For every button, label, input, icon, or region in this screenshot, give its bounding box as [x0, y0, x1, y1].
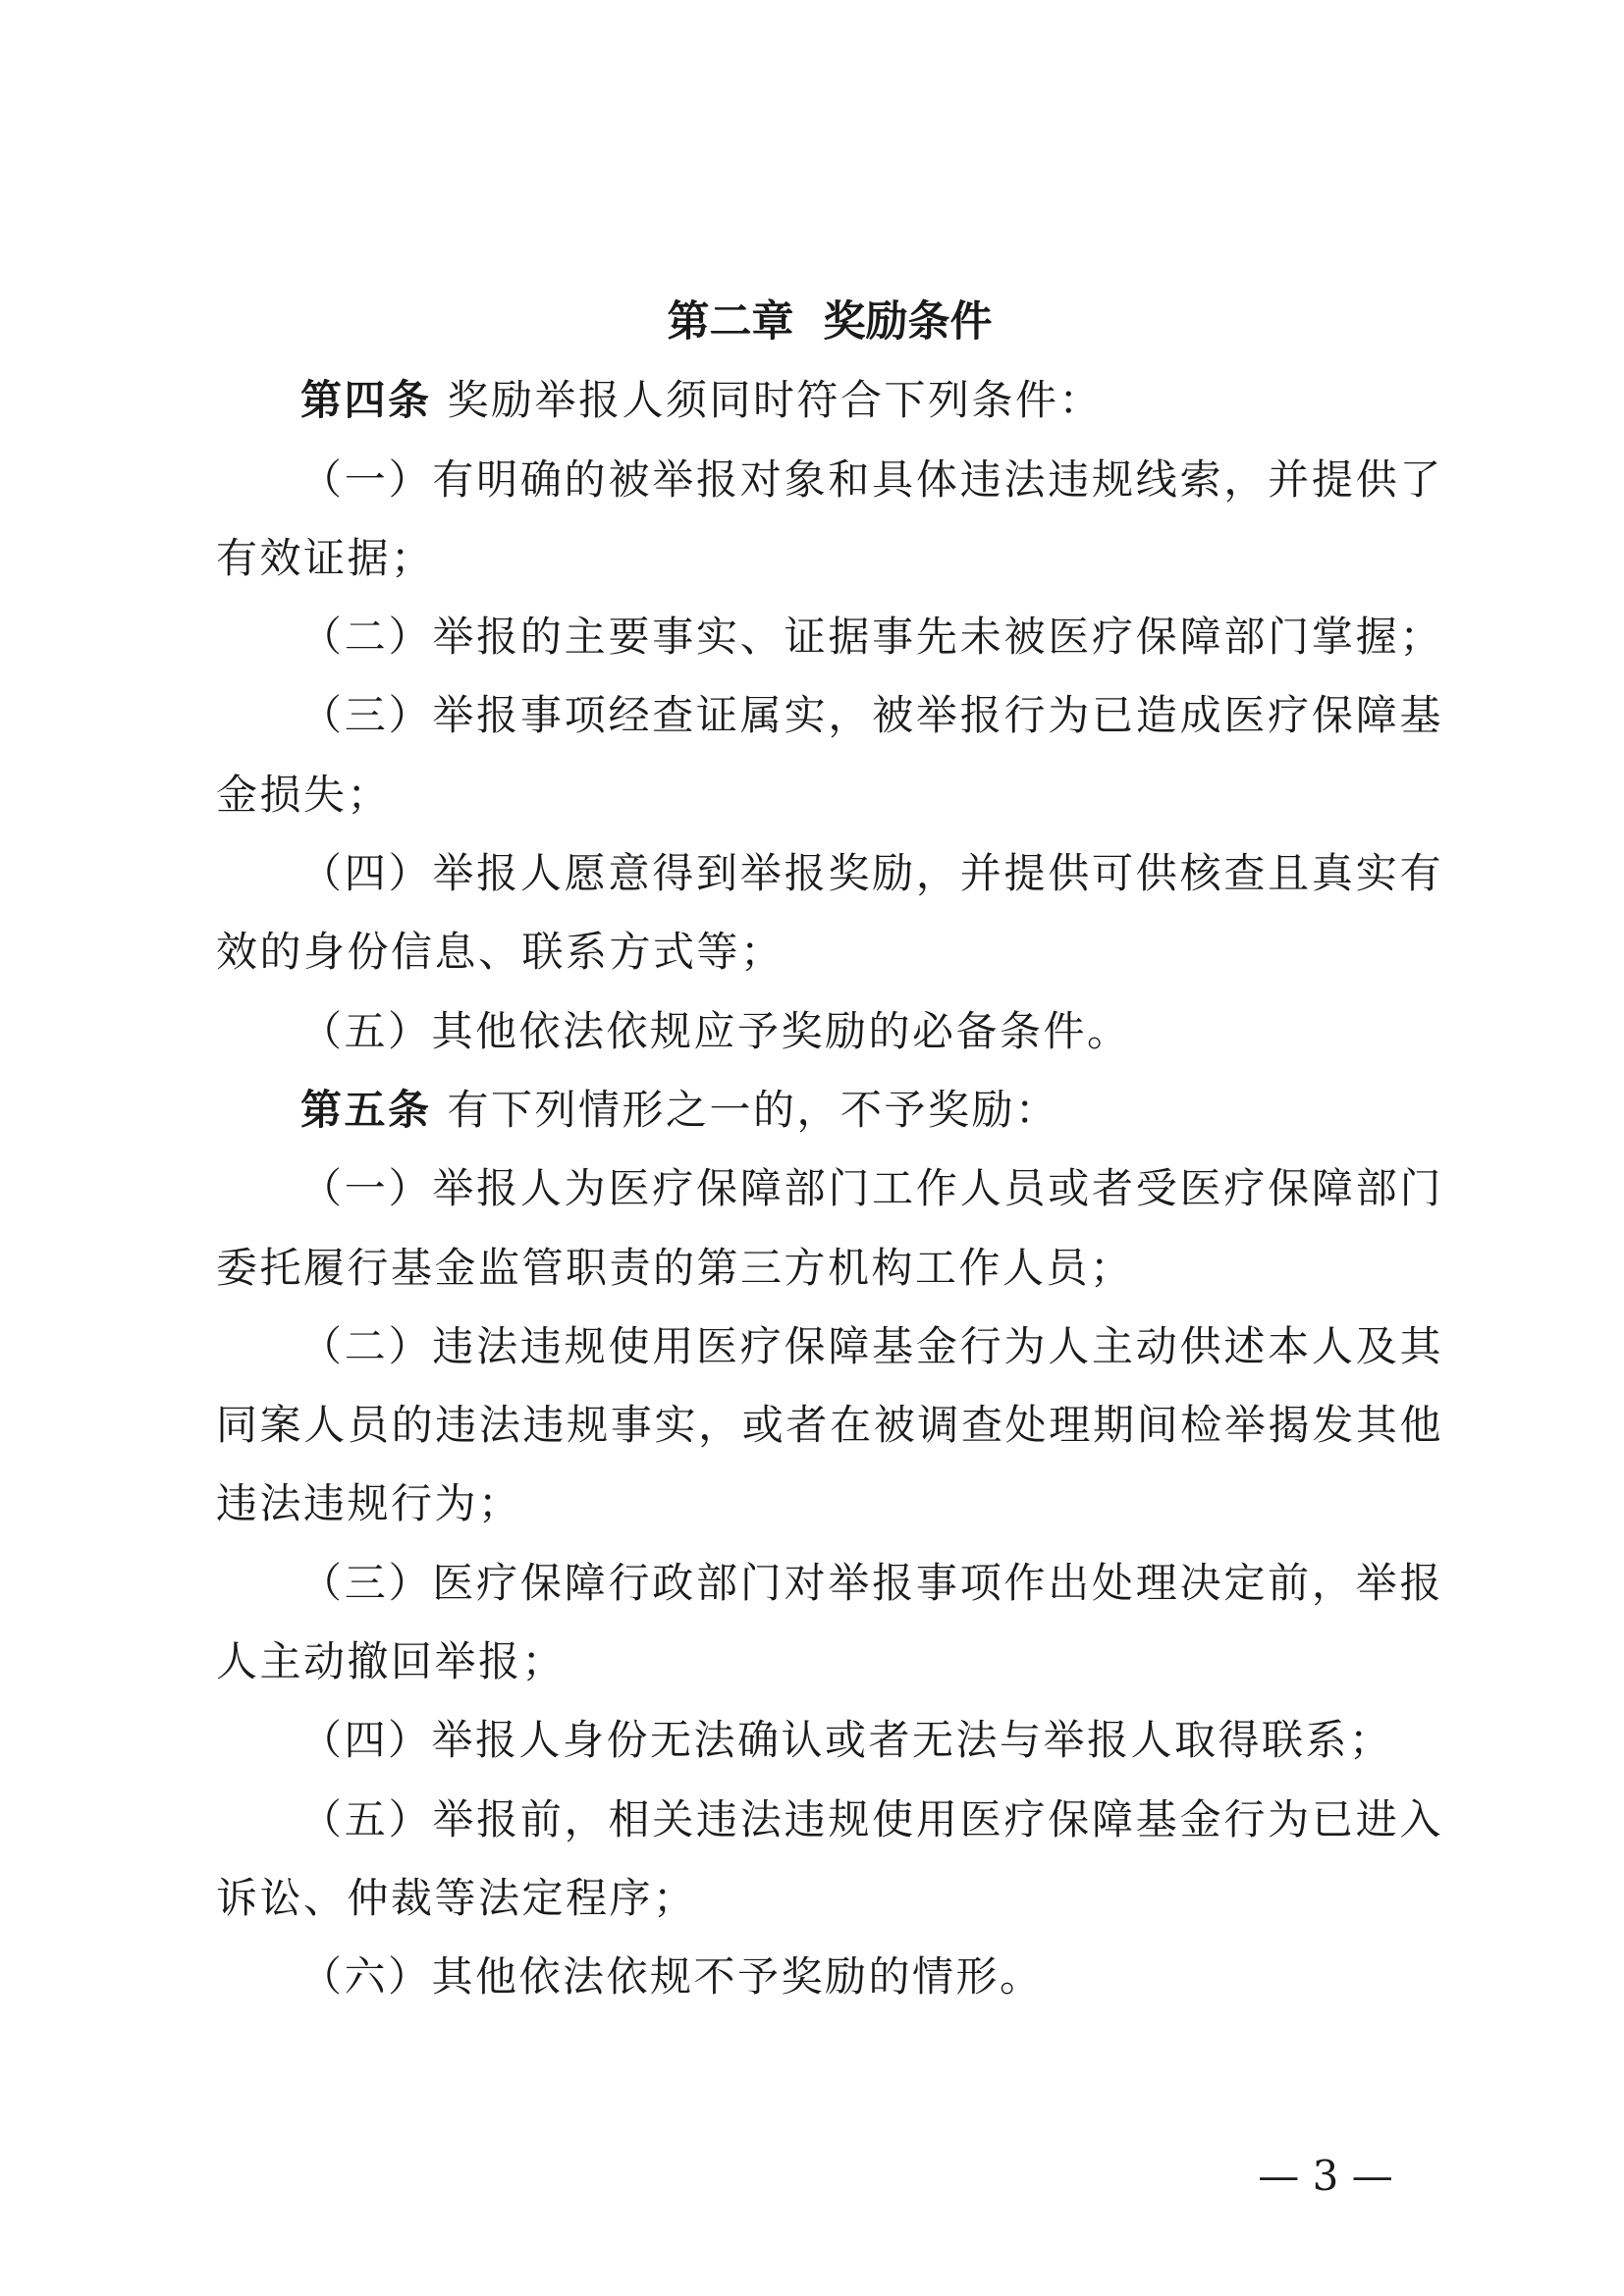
article-text: 有下列情形之一的，不予奖励： — [447, 1085, 1059, 1134]
paragraph-line: 效的身份信息、联系方式等； — [216, 928, 785, 977]
paragraph-line: （二）违法违规使用医疗保障基金行为人主动供述本人及其 — [300, 1321, 1443, 1370]
paragraph-line: （一）举报人为医疗保障部门工作人员或者受医疗保障部门 — [300, 1164, 1443, 1213]
paragraph-line: （四）举报人身份无法确认或者无法与举报人取得联系； — [300, 1716, 1393, 1765]
article-5-intro — [216, 1071, 1443, 1149]
document-body — [216, 283, 1443, 2017]
chapter-heading — [216, 283, 1443, 361]
paragraph-line: （三）举报事项经查证属实，被举报行为已造成医疗保障基 — [300, 691, 1443, 740]
paragraph-line: （五）其他依法依规应予奖励的必备条件。 — [300, 1006, 1131, 1055]
article-label: 第四条 — [300, 376, 432, 425]
paragraph-line: （四）举报人愿意得到举报奖励，并提供可供核查且真实有 — [300, 849, 1443, 898]
paragraph-line: 有效证据； — [216, 533, 435, 582]
article-4-intro — [216, 361, 1443, 440]
paragraph-line: （六）其他依法依规不予奖励的情形。 — [300, 1952, 1044, 2002]
paragraph-line: 人主动撤回举报； — [216, 1637, 567, 1686]
paragraph-line: （三）医疗保障行政部门对举报事项作出处理决定前，举报 — [300, 1558, 1443, 1607]
chapter-title: 奖励条件 — [823, 297, 993, 347]
paragraph-line: （一）有明确的被举报对象和具体违法违规线索，并提供了 — [300, 454, 1443, 504]
paragraph-line: 同案人员的违法违规事实，或者在被调查处理期间检举揭发其他 — [216, 1401, 1443, 1450]
paragraph-line: （五）举报前，相关违法违规使用医疗保障基金行为已进入 — [300, 1794, 1443, 1843]
page-number: — 3 — — [1258, 2152, 1393, 2200]
paragraph-line: （二）举报的主要事实、证据事先未被医疗保障部门掌握； — [300, 613, 1443, 662]
chapter-number: 第二章 — [667, 297, 794, 347]
paragraph-line: 违法违规行为； — [216, 1479, 522, 1528]
article-label: 第五条 — [300, 1085, 432, 1134]
article-text: 奖励举报人须同时符合下列条件： — [447, 376, 1104, 425]
paragraph-line: 诉讼、仲裁等法定程序； — [216, 1873, 697, 1922]
paragraph-line: 委托履行基金监管职责的第三方机构工作人员； — [216, 1243, 1134, 1292]
paragraph-line: 金损失； — [216, 770, 392, 819]
